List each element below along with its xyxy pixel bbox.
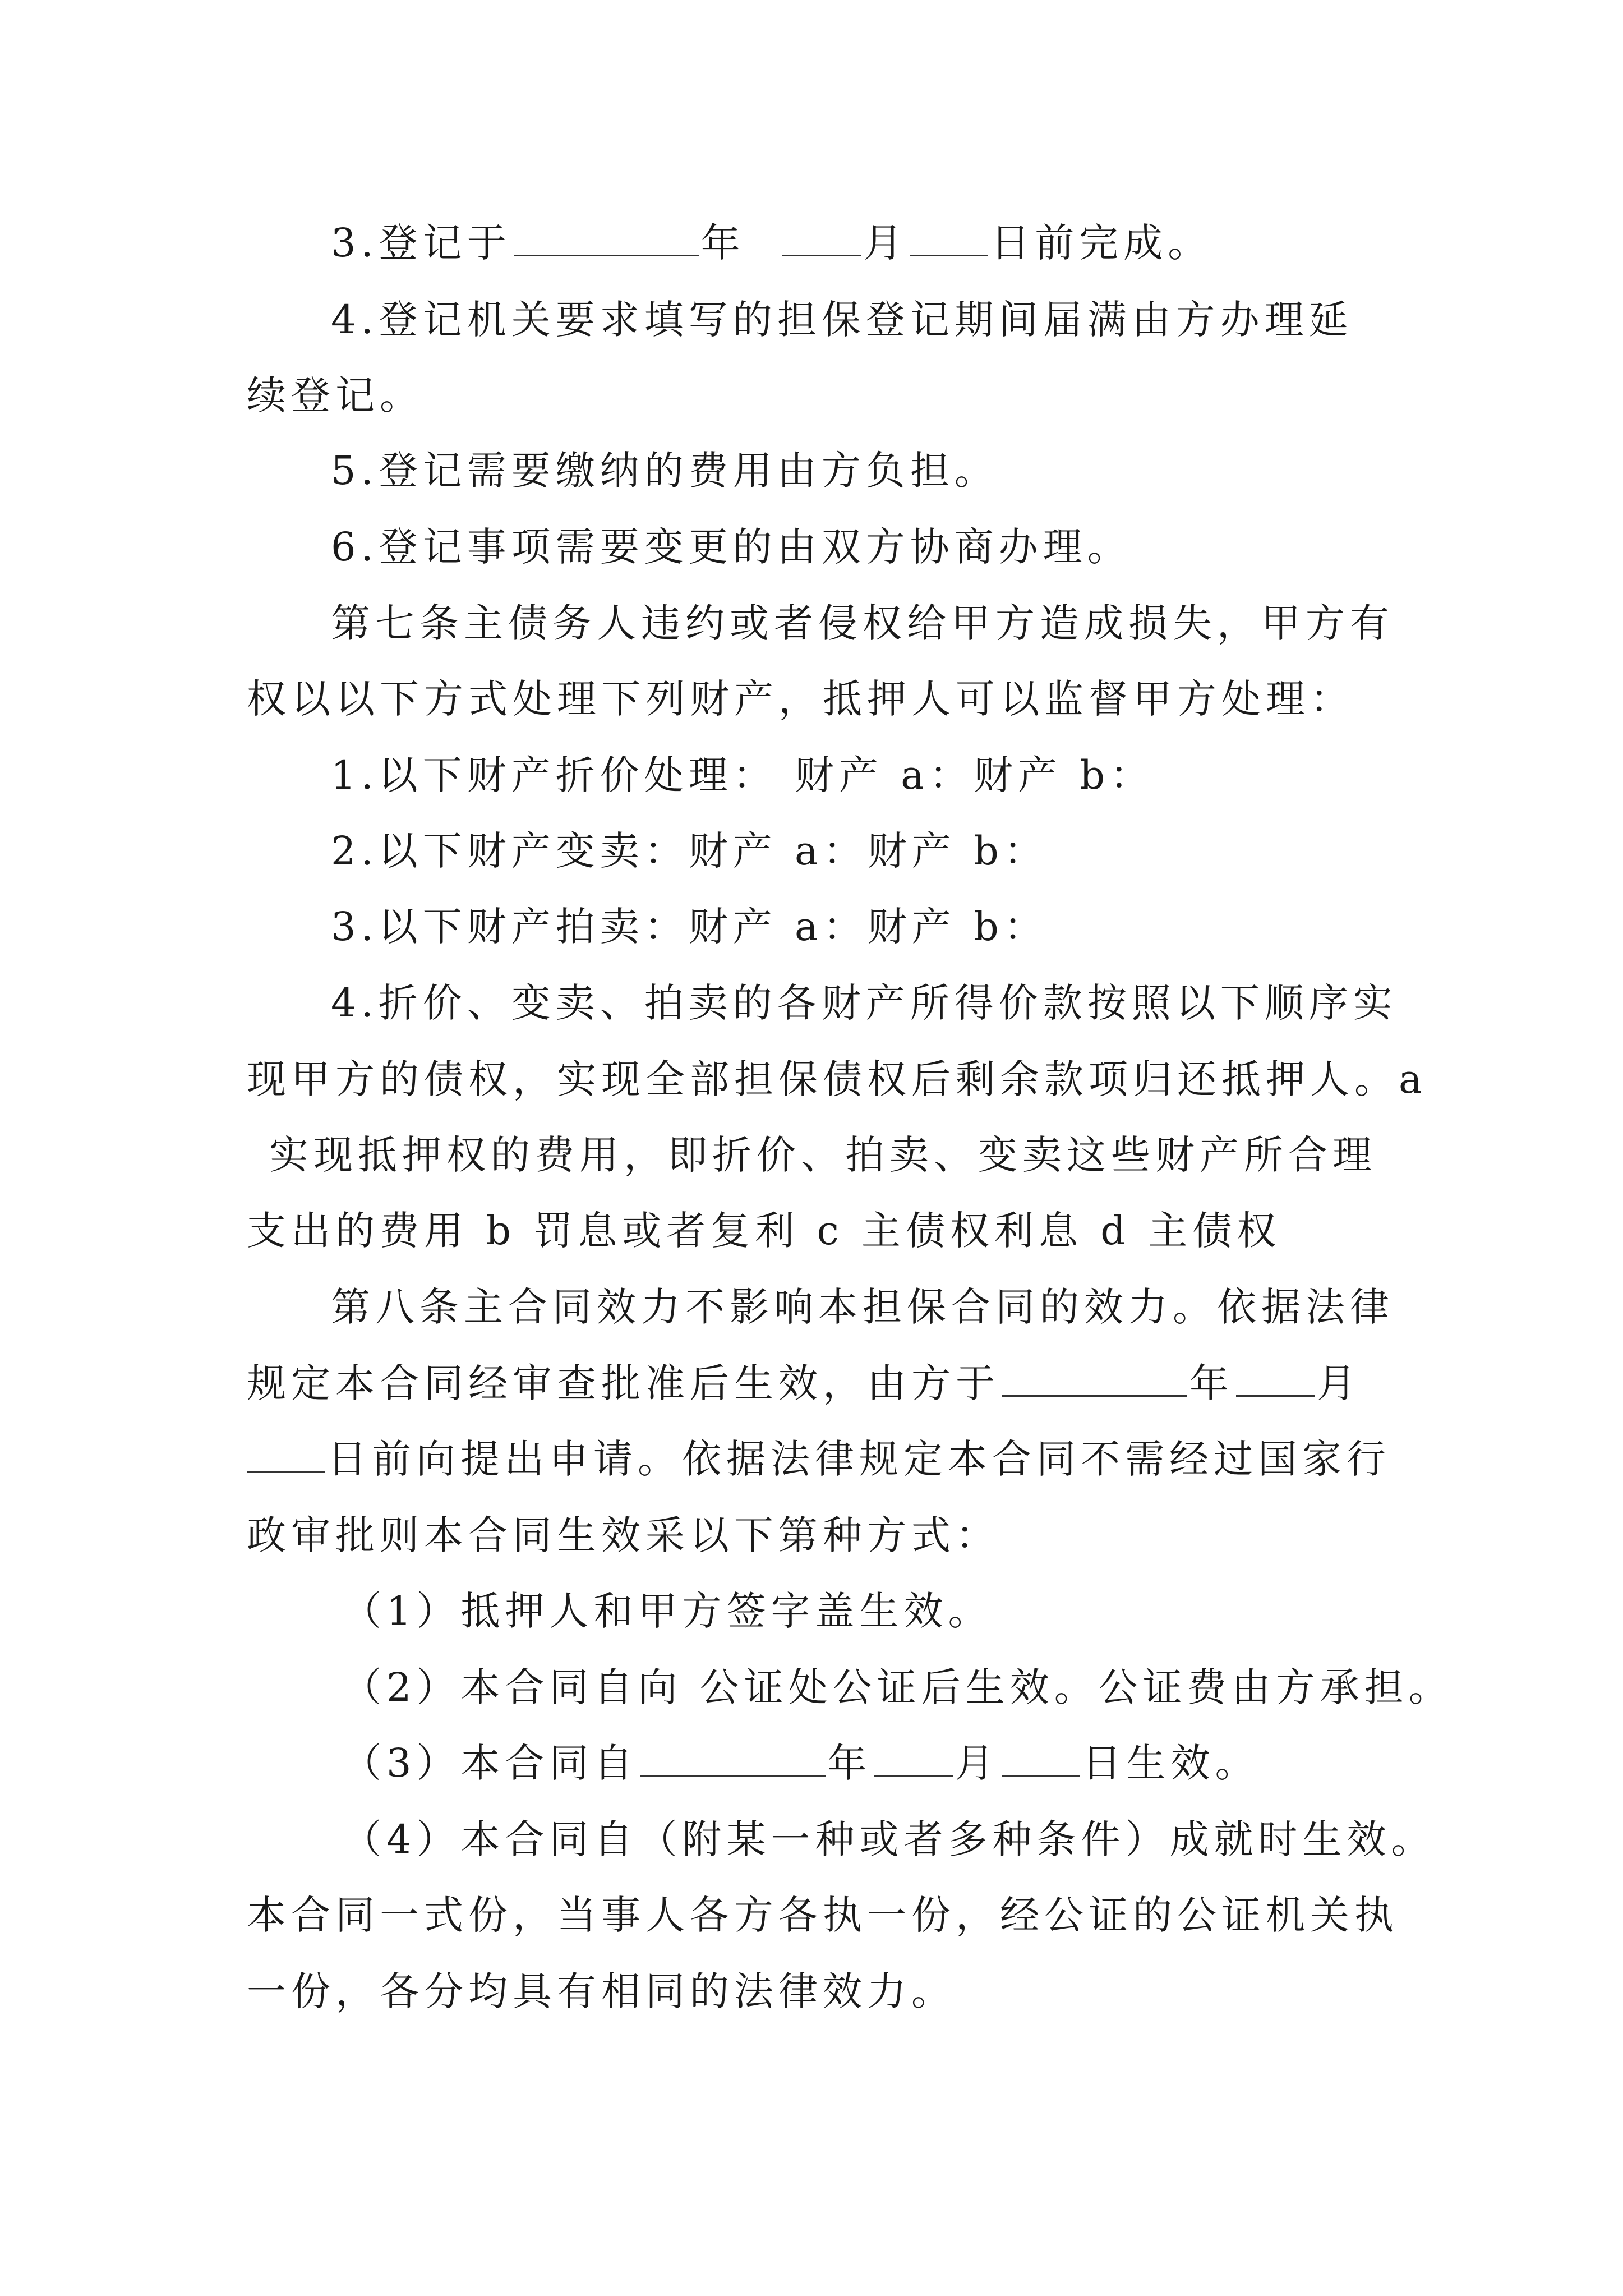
text-line: 3.以下财产拍卖：财产 a：财产 b： bbox=[331, 904, 1048, 950]
text-segment: 月 bbox=[955, 1740, 999, 1786]
text-line bbox=[247, 1352, 1361, 1414]
text-line: 第八条主合同效力不影响本担保合同的效力。依据法律 bbox=[331, 1284, 1394, 1330]
text-line bbox=[247, 1428, 1391, 1490]
text-line: （4）本合同自（附某一种或者多种条件）成就时生效。 bbox=[342, 1816, 1436, 1862]
blank-field bbox=[874, 1742, 953, 1777]
text-line: 第七条主债务人违约或者侵权给甲方造成损失，甲方有 bbox=[331, 600, 1394, 646]
text-line: 现甲方的债权，实现全部担保债权后剩余款项归还抵押人。a bbox=[247, 1056, 1427, 1102]
text-segment: 日前向提出申请。依据法律规定本合同不需经过国家行 bbox=[328, 1436, 1391, 1482]
text-line: 4.登记机关要求填写的担保登记期间届满由方办理延 bbox=[331, 297, 1353, 343]
text-line: 1.以下财产折价处理： 财产 a：财产 b： bbox=[331, 752, 1155, 798]
text-segment: （3）本合同自 bbox=[342, 1740, 638, 1786]
text-segment: 月 bbox=[1317, 1360, 1361, 1406]
blank-field bbox=[1002, 1363, 1187, 1397]
text-line: 支出的费用 b 罚息或者复利 c 主债权利息 d 主债权 bbox=[247, 1208, 1281, 1254]
text-segment: 年 bbox=[700, 220, 745, 266]
text-line: 4.折价、变卖、拍卖的各财产所得价款按照以下顺序实 bbox=[331, 980, 1398, 1026]
blank-field bbox=[910, 222, 988, 256]
blank-field bbox=[640, 1742, 826, 1777]
text-line: 6.登记事项需要变更的由双方协商办理。 bbox=[331, 524, 1132, 570]
text-segment: 日生效。 bbox=[1082, 1740, 1260, 1786]
text-segment: 月 bbox=[863, 220, 908, 266]
blank-field bbox=[1002, 1742, 1080, 1777]
text-line: 政审批则本合同生效采以下第种方式： bbox=[247, 1512, 1000, 1558]
text-segment: 日前完成。 bbox=[990, 220, 1212, 266]
text-segment: 年 bbox=[827, 1740, 872, 1786]
blank-field bbox=[514, 222, 699, 256]
text-line: 5.登记需要缴纳的费用由方负担。 bbox=[331, 448, 999, 494]
text-line: 2.以下财产变卖：财产 a：财产 b： bbox=[331, 828, 1048, 874]
text-line bbox=[331, 212, 1212, 274]
blank-field bbox=[247, 1438, 325, 1473]
text-segment: 年 bbox=[1189, 1360, 1234, 1406]
text-line: 实现抵押权的费用，即折价、拍卖、变卖这些财产所合理 bbox=[269, 1132, 1377, 1178]
text-line: 一份，各分均具有相同的法律效力。 bbox=[247, 1968, 956, 2014]
blank-field bbox=[782, 222, 861, 256]
text-line: 本合同一式份，当事人各方各执一份，经公证的公证机关执 bbox=[247, 1892, 1399, 1938]
text-line: （2）本合同自向 公证处公证后生效。公证费由方承担。 bbox=[342, 1664, 1453, 1710]
text-line: 权以以下方式处理下列财产，抵押人可以监督甲方处理： bbox=[247, 676, 1354, 722]
text-segment: 规定本合同经审查批准后生效，由方于 bbox=[247, 1360, 1000, 1406]
text-segment: 3.登记于 bbox=[331, 220, 511, 266]
text-line: （1）抵押人和甲方签字盖生效。 bbox=[342, 1588, 993, 1634]
blank-field bbox=[1236, 1363, 1315, 1397]
text-line: 续登记。 bbox=[247, 372, 424, 418]
text-line bbox=[342, 1732, 1260, 1794]
